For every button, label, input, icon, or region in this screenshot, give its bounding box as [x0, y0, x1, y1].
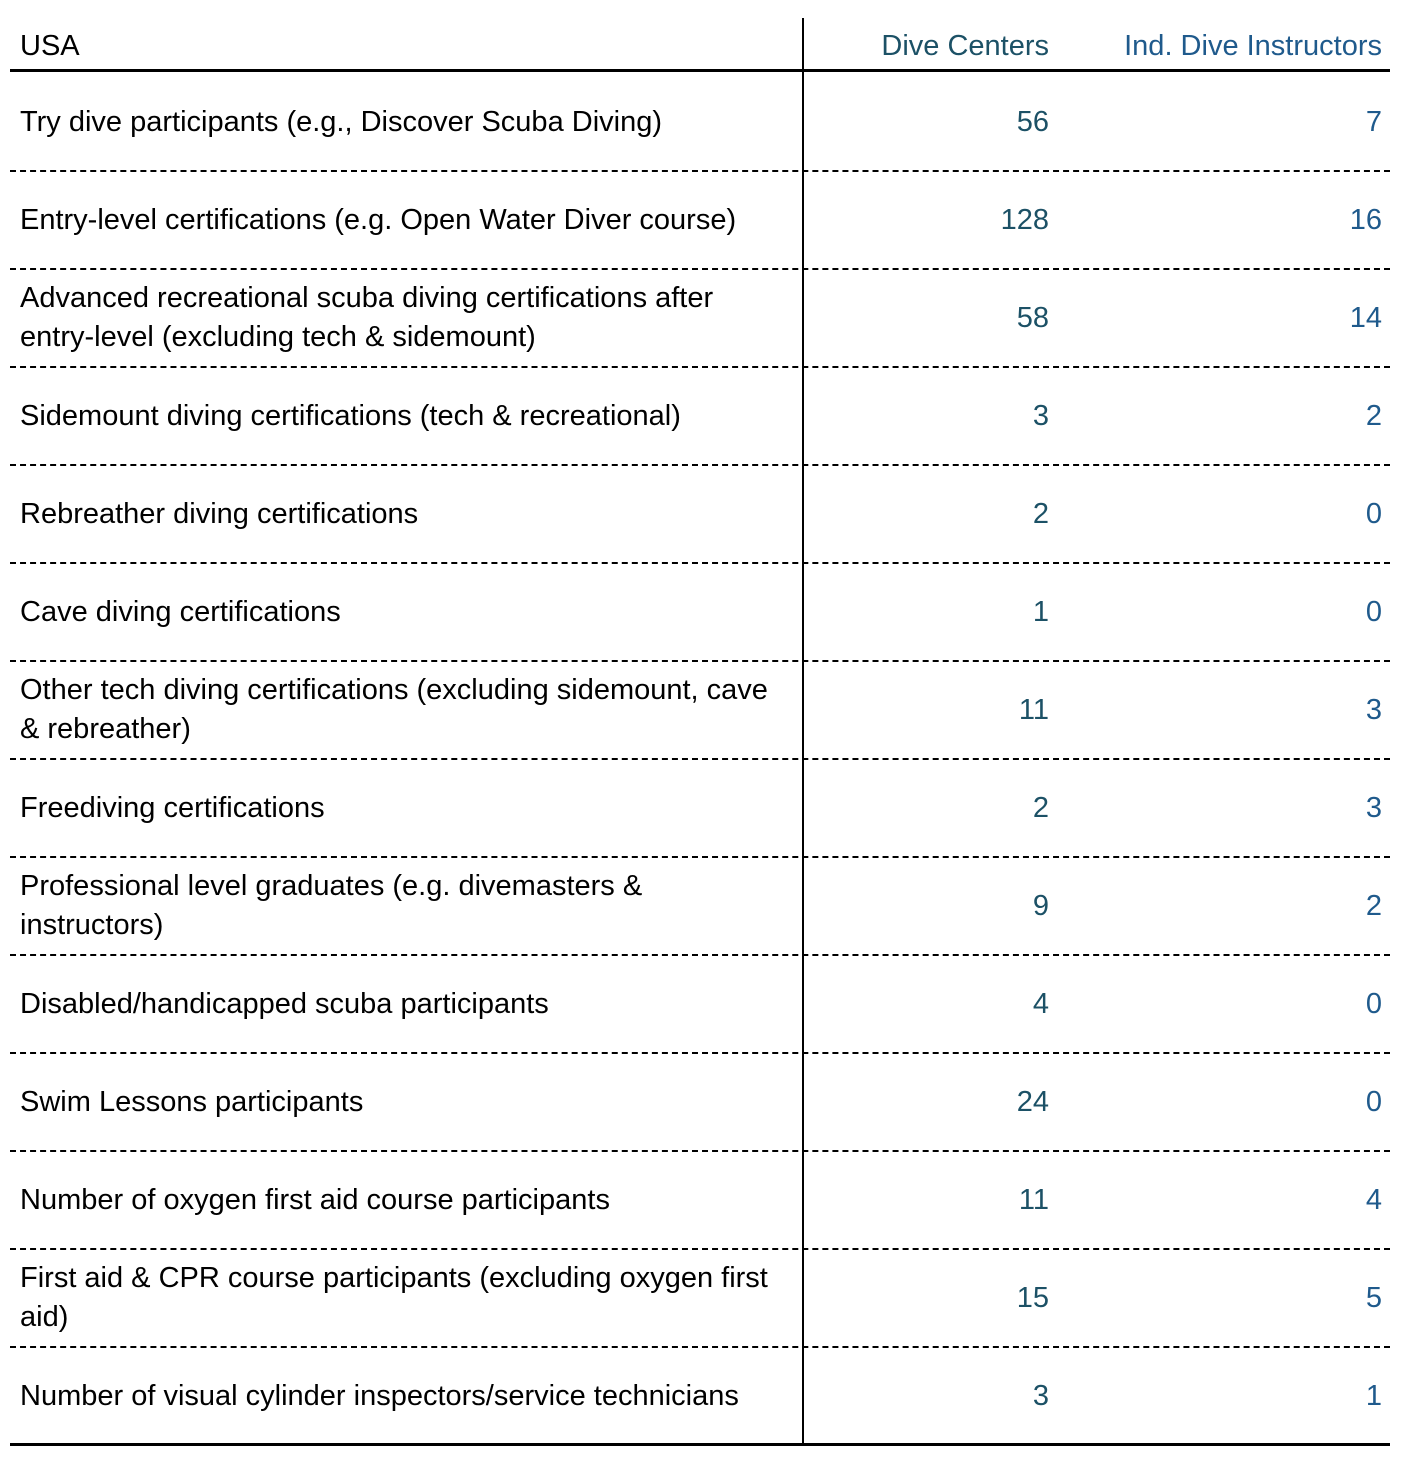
row-label: Try dive participants (e.g., Discover Scuba Diving) — [20, 105, 662, 138]
dive-centers-value: 3 — [1032, 1379, 1049, 1412]
table-row — [10, 270, 1390, 368]
row-label: Swim Lessons participants — [20, 1085, 364, 1118]
row-label: Rebreather diving certifications — [20, 497, 419, 530]
dive-centers-value: 24 — [1016, 1085, 1049, 1118]
dive-centers-value: 58 — [1016, 301, 1049, 334]
ind-instructors-value: 3 — [1365, 791, 1382, 824]
row-label: Freediving certifications — [20, 791, 325, 824]
row-label: Professional level graduates (e.g. divemasters & instructors) — [20, 870, 643, 941]
row-label: First aid & CPR course participants (excluding oxygen first aid) — [20, 1262, 768, 1333]
dive-centers-value: 56 — [1016, 105, 1049, 138]
dive-centers-value: 3 — [1032, 399, 1049, 432]
table-row — [10, 1054, 1390, 1152]
table-row — [10, 1348, 1390, 1446]
table-row — [10, 1250, 1390, 1348]
ind-instructors-value: 5 — [1365, 1281, 1382, 1314]
header-ind-dive-instructors: Ind. Dive Instructors — [1124, 30, 1382, 62]
ind-instructors-value: 1 — [1365, 1379, 1382, 1412]
dive-centers-value: 11 — [1018, 1183, 1049, 1216]
row-label: Entry-level certifications (e.g. Open Water Diver course) — [20, 203, 737, 236]
table-row — [10, 858, 1390, 956]
dive-centers-value: 11 — [1018, 693, 1049, 726]
row-label: Advanced recreational scuba diving certifications after entry-level (excluding tech & sidemount) — [20, 282, 714, 353]
table-body — [10, 74, 1390, 1446]
header-dive-centers: Dive Centers — [881, 30, 1049, 62]
dive-centers-value: 9 — [1032, 889, 1049, 922]
dive-centers-value: 128 — [1000, 203, 1049, 236]
table-row — [10, 466, 1390, 564]
row-label: Sidemount diving certifications (tech & recreational) — [20, 399, 681, 432]
ind-instructors-value: 0 — [1365, 987, 1382, 1020]
table-row — [10, 1152, 1390, 1250]
header-region: USA — [20, 30, 80, 62]
row-label: Number of visual cylinder inspectors/service technicians — [20, 1379, 739, 1412]
ind-instructors-value: 0 — [1365, 497, 1382, 530]
ind-instructors-value: 0 — [1365, 1085, 1382, 1118]
table-row — [10, 760, 1390, 858]
ind-instructors-value: 14 — [1349, 301, 1382, 334]
row-label: Disabled/handicapped scuba participants — [20, 987, 549, 1020]
ind-instructors-value: 2 — [1365, 889, 1382, 922]
dive-centers-value: 2 — [1032, 791, 1049, 824]
row-label: Number of oxygen first aid course participants — [20, 1183, 610, 1216]
ind-instructors-value: 3 — [1365, 693, 1382, 726]
row-label: Other tech diving certifications (excluding sidemount, cave & rebreather) — [20, 674, 768, 745]
table-row — [10, 564, 1390, 662]
table-row — [10, 74, 1390, 172]
dive-centers-value: 1 — [1032, 595, 1049, 628]
column-divider — [802, 18, 804, 1444]
table-row — [10, 956, 1390, 1054]
table-row — [10, 368, 1390, 466]
dive-centers-value: 4 — [1032, 987, 1049, 1020]
table-row — [10, 172, 1390, 270]
ind-instructors-value: 0 — [1365, 595, 1382, 628]
ind-instructors-value: 2 — [1365, 399, 1382, 432]
ind-instructors-value: 7 — [1365, 105, 1382, 138]
row-label: Cave diving certifications — [20, 595, 341, 628]
dive-centers-value: 2 — [1032, 497, 1049, 530]
table-row — [10, 662, 1390, 760]
ind-instructors-value: 16 — [1349, 203, 1382, 236]
table-header — [10, 18, 1390, 72]
dive-centers-value: 15 — [1016, 1281, 1049, 1314]
ind-instructors-value: 4 — [1365, 1183, 1382, 1216]
